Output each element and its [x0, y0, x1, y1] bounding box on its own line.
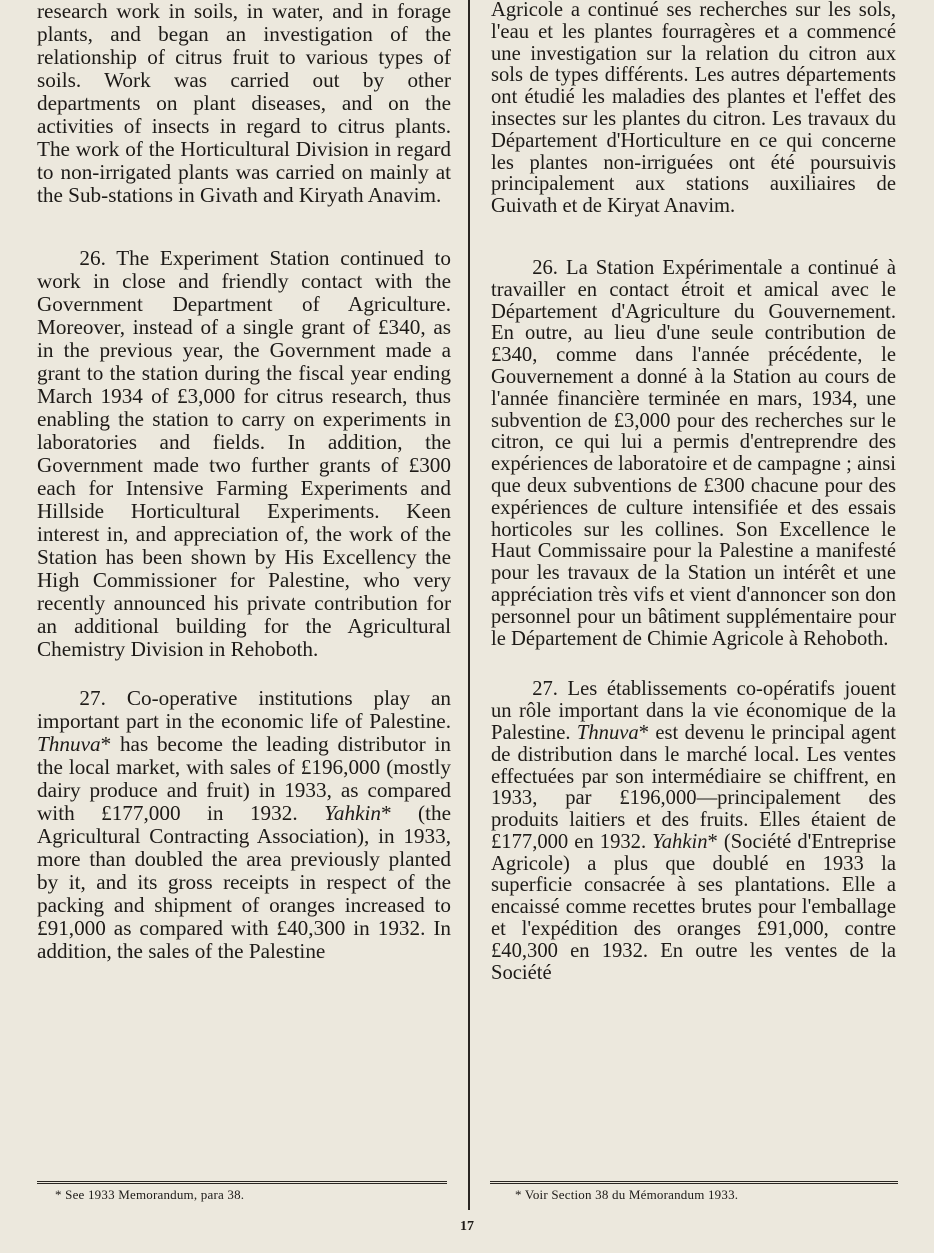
- paragraph-26: 26. The Experiment Station continued to work in close and friendly contact with the Government Department of Agriculture. Moreover, instead of a single grant of £340, as in the previous year, the Government made a grant to the station during the fiscal year ending March 1934 of £3,000 for citrus research, thus enabling the station to carry on experiments in laboratories and fields. In addition, the Government made two further grants of £300 each for Intensive Farming Experiments and Hillside Horticultural Experiments. Keen interest in, and appreciation of, the work of the Station has been shown by His Excellency the High Commissioner for Palestine, who very recently announced his private contribution for an additional building for the Agricultural Chemistry Division in Rehoboth.: [37, 246, 451, 661]
- footnote-rule-fr-double: [490, 1183, 898, 1184]
- paragraph-27-fr-text-c: * (Société d'Entreprise Agricole) a plus que doublé en 1933 la superficie consacrée à ses plantations. Elle a encaissé comme recettes brutes pour l'emballage et l'expédition des oranges £91,000, contre £40,300 en 1932. En outre les ventes de la Société: [491, 830, 897, 984]
- footnote-rule-en-double: [37, 1183, 447, 1184]
- paragraph-27-text-b: * has become the leading distributor in the local market, with sales of £196,000 (mostly dairy produce and fruit) in 1933, as compared with £177,000 in 1932.: [37, 732, 451, 825]
- paragraph-continuation-fr: Agricole a continué ses recherches sur les sols, l'eau et les plantes fourragères et a commencé une investigation sur la relation du citron aux sols de types différents. Les autres départements ont étudié les maladies des plantes et l'effet des insectes sur les plantes du citron. Les travaux du Département d'Horticulture en ce qui concerne les plantes non-irriguées ont été poursuivis principalement aux stations auxiliaires de Guivath et de Kiryat Anavim.: [491, 0, 896, 218]
- yahkin-term-fr: Yahkin: [652, 830, 708, 853]
- footnote-rule-fr: [490, 1181, 898, 1182]
- footnote-fr: * Voir Section 38 du Mémorandum 1933.: [515, 1187, 739, 1202]
- footnote-rule-en: [37, 1181, 447, 1182]
- paragraph-27-fr: [491, 679, 896, 984]
- paragraph-continuation: research work in soils, in water, and in forage plants, and began an investigation of the relationship of citrus fruit to various types of soils. Work was carried out by other departments on plant diseases, and on the activities of insects in regard to citrus plants. The work of the Horticultural Division in regard to non-irrigated plants was carried on mainly at the Sub-stations in Givath and Kiryath Anavim.: [37, 0, 451, 207]
- paragraph-27-fr-text-a: 27. Les établissements co-opératifs jouent un rôle important dans la vie économique de la Palestine.: [491, 678, 896, 744]
- thnuva-term-fr: Thnuva: [576, 721, 639, 744]
- page-number: 17: [460, 1219, 474, 1234]
- thnuva-term: Thnuva: [37, 732, 101, 756]
- footnote-en: * See 1933 Memorandum, para 38.: [55, 1187, 245, 1202]
- paragraph-26-fr: 26. La Station Expérimentale a continué à travailler en contact étroit et amical avec le Département d'Agriculture du Gouvernement. En outre, au lieu d'une seule contribution de £340, comme dans l'année précédente, le Gouvernement a donné à la Station au cours de l'année financière terminée en mars, 1934, une subvention de £3,000 pour des recherches sur le citron, ce qui lui a permis d'entreprendre des expériences de laboratoire et de campagne ; ainsi que deux subventions de £300 chacune pour des expériences de culture intensifiée et des essais horticoles sur les collines. Son Excellence le Haut Commissaire pour la Palestine a manifesté pour les travaux de la Station un intérêt et une appréciation très vifs et vient d'annoncer son don personnel pour un bâtiment supplémentaire pour le Département de Chimie Agricole à Rehoboth.: [491, 256, 896, 650]
- paragraph-27-fr-text-b: * est devenu le principal agent de distribution dans le marché local. Les ventes effectuées par son intermédiaire se chiffrent, en 1933, par £196,000—principalement des produits laitiers et des fruits. Elles étaient de £177,000 en 1932.: [491, 721, 896, 853]
- yahkin-term: Yahkin: [324, 801, 381, 825]
- column-divider: [468, 0, 470, 1210]
- paragraph-27: [37, 687, 451, 963]
- paragraph-27-text-c: * (the Agricultural Contracting Association), in 1933, more than doubled the area previously planted by it, and its gross receipts in respect of the packing and shipment of oranges increased to £91,000 as compared with £40,300 in 1932. In addition, the sales of the Palestine: [37, 801, 451, 963]
- english-column: [37, 0, 451, 963]
- paragraph-27-text-a: 27. Co-operative institutions play an important part in the economic life of Palestine.: [37, 686, 451, 733]
- french-column: [491, 0, 896, 984]
